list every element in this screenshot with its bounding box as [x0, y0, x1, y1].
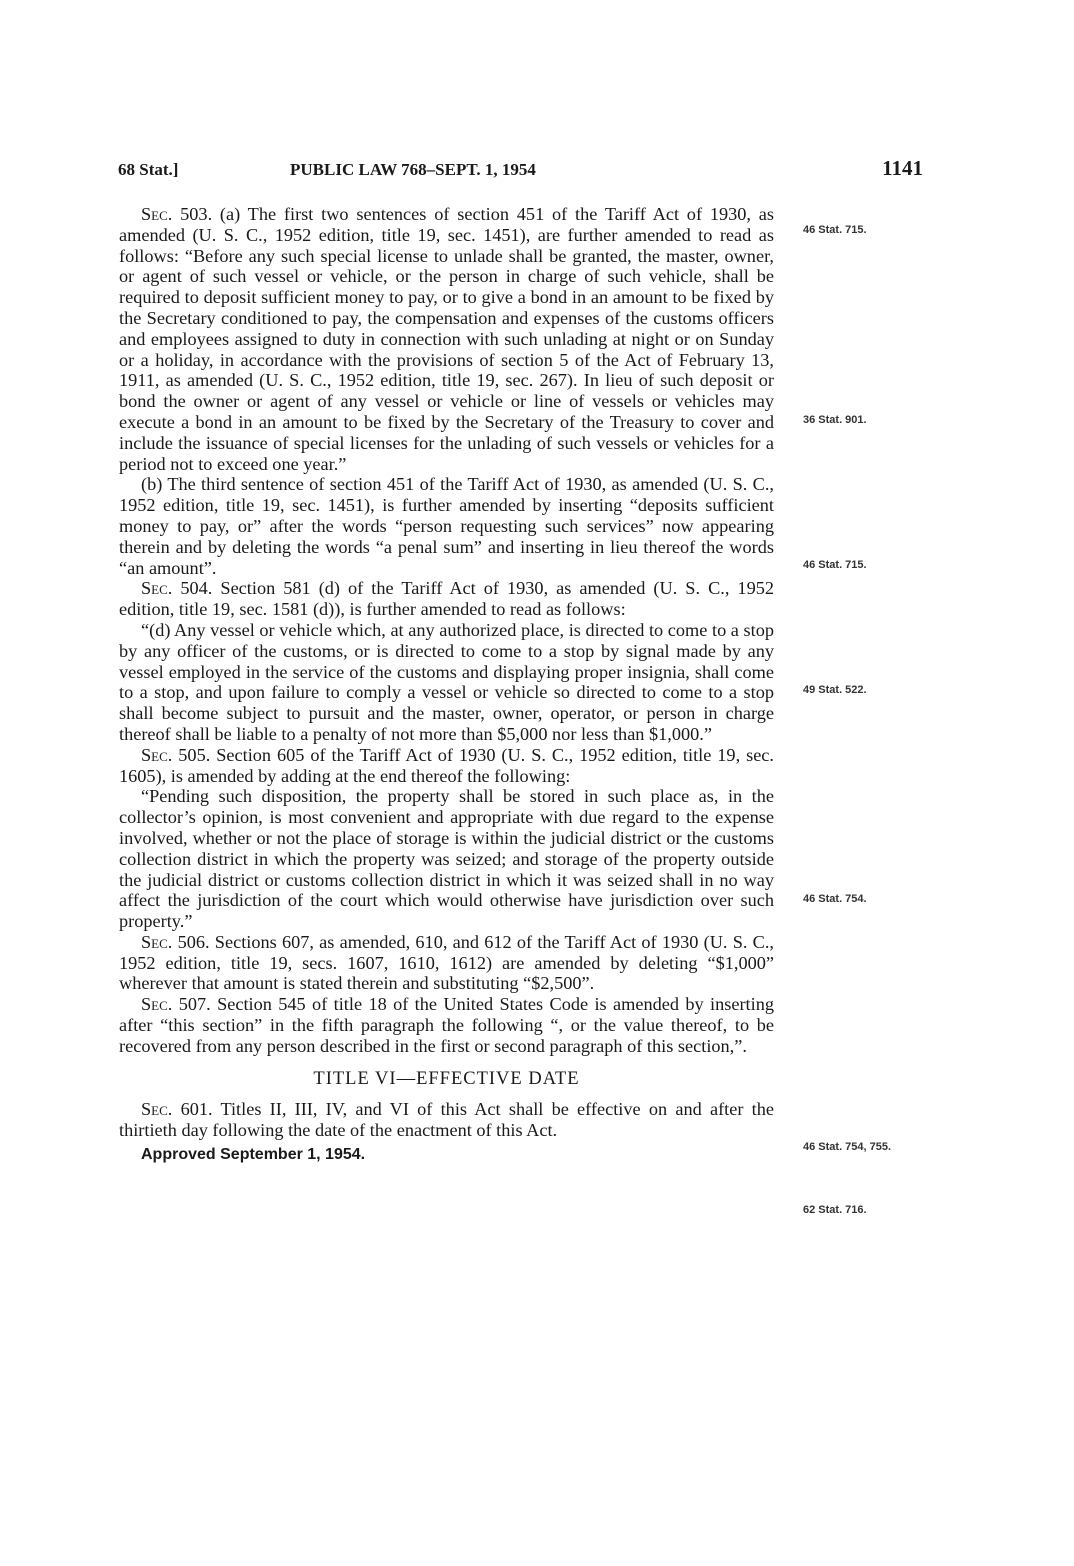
section-text: (a) The first two sentences of section 451 of the Tariff Act of 1930, as amended (U. S. C., 1952 edition, title 19, sec. 1451), are further amended to read as follows: “Before any such special license to unlade shall be granted, the master, owner, or agent of such vessel or vehicle, or the person in charge of such vehicle, shall be required to deposit sufficient money to pay, or to give a bond in an amount to be fixed by the Secretary conditioned to pay, the compensation and expenses of the customs officers and employees assigned to duty in connection with such unlading at night or on Sunday or a holiday, in accordance with the provisions of section 5 of the Act of February 13, 1911, as amended (U. S. C., 1952 edition, title 19, sec. 267). In lieu of such deposit or bond the owner or agent of any vessel or vehicle or line of vessels or vehicles may execute a bond in an amount to be fixed by the Secretary of the Treasury to cover and include the issuance of special licenses for the unlading of such vessels or vehicles for a period not to exceed one year.” — [119, 204, 774, 474]
section-text: Section 545 of title 18 of the United States Code is amended by inserting after “this section” in the fifth paragraph the following “, or the value thereof, to be recovered from any person described in the first or second paragraph of this section,”. — [119, 994, 774, 1056]
margin-note: 46 Stat. 715. — [803, 559, 867, 571]
running-title: PUBLIC LAW 768–SEPT. 1, 1954 — [290, 160, 536, 179]
volume-reference: 68 Stat.] — [118, 160, 179, 179]
margin-note: 46 Stat. 754, 755. — [803, 1141, 892, 1153]
section-text: Titles II, III, IV, and VI of this Act shall be effective on and after the thirtieth day following the date of the enactment of this Act. — [119, 1099, 774, 1141]
section-label: Sec. 506. — [141, 931, 210, 952]
section-label: Sec. 601. — [141, 1099, 213, 1120]
section-601 — [119, 1099, 774, 1141]
section-text: Section 605 of the Tariff Act of 1930 (U. S. C., 1952 edition, title 19, sec. 1605), is amended by adding at the end thereof the following: — [119, 744, 774, 786]
section-503b: (b) The third sentence of section 451 of the Tariff Act of 1930, as amended (U. S. C., 1952 edition, title 19, sec. 1451), is further amended by inserting “deposits sufficient money to pay, or” after the words “person requesting such services” now appearing therein and by deleting the words “a penal sum” and inserting in lieu thereof the words “an amount”. — [119, 474, 774, 578]
margin-note: 46 Stat. 754. — [803, 893, 867, 905]
section-label: Sec. 505. — [141, 744, 211, 765]
approval-line: Approved September 1, 1954. — [141, 1146, 366, 1164]
margin-note: 46 Stat. 715. — [803, 224, 867, 236]
section-label: Sec. 503. — [141, 204, 213, 224]
section-503a — [119, 204, 774, 474]
section-507 — [119, 994, 774, 1056]
section-text: Sections 607, as amended, 610, and 612 of the Tariff Act of 1930 (U. S. C., 1952 edition, title 19, secs. 1607, 1610, 1612) are amended by deleting “$1,000” wherever that amount is stated therein and substituting “$2,500”. — [119, 931, 775, 994]
section-505-quote: “Pending such disposition, the property shall be stored in such place as, in the collector’s opinion, is most convenient and appropriate with due regard to the expense involved, whether or not the place of storage is within the judicial district or the customs collection district in which the property was seized; and storage of the property outside the judicial district or customs collection district in which it was seized shall in no way affect the jurisdiction of the court which would otherwise have jurisdiction over such property.” — [119, 786, 774, 932]
document-body — [119, 204, 774, 1166]
margin-note: 49 Stat. 522. — [803, 684, 867, 696]
section-text: Section 581 (d) of the Tariff Act of 1930, as amended (U. S. C., 1952 edition, title 19, sec. 1581 (d)), is further amended to read as follows: — [119, 578, 774, 620]
section-505 — [119, 745, 774, 787]
title-heading: TITLE VI—EFFECTIVE DATE — [313, 1068, 580, 1089]
margin-note: 62 Stat. 716. — [803, 1204, 867, 1216]
section-label: Sec. 504. — [141, 578, 213, 599]
section-label: Sec. 507. — [141, 994, 211, 1015]
margin-note: 36 Stat. 901. — [803, 414, 867, 426]
page-number: 1141 — [882, 156, 923, 180]
section-504 — [119, 578, 774, 620]
section-504-quote: “(d) Any vessel or vehicle which, at any authorized place, is directed to come to a stop by any officer of the customs, or is directed to come to a stop by signal made by any vessel employed in the service of the customs and displaying proper insignia, shall come to a stop, and upon failure to comply a vessel or vehicle so directed to come to a stop shall become subject to pursuit and the master, owner, operator, or person in charge thereof shall be liable to a penalty of not more than $5,000 nor less than $1,000.” — [119, 619, 774, 744]
page-header — [118, 156, 923, 186]
section-506 — [119, 932, 774, 994]
